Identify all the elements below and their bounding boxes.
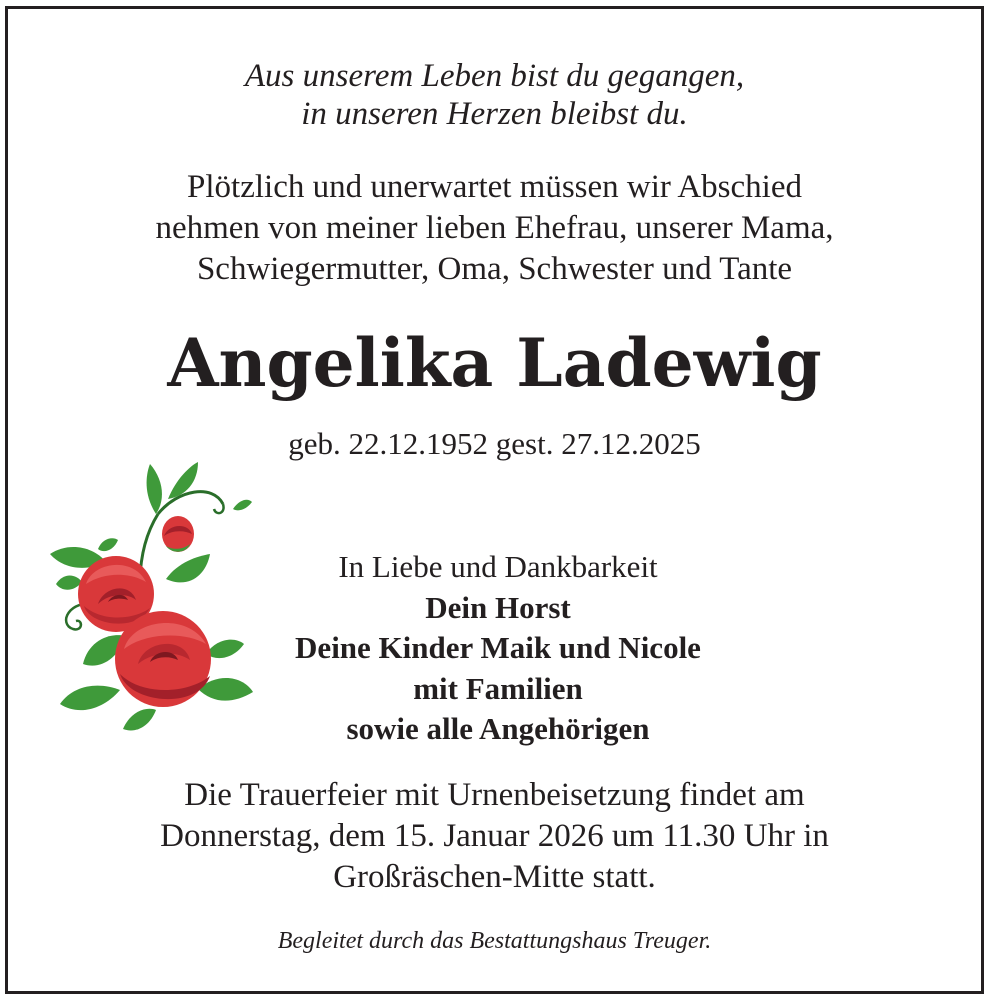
mourner-name: Deine Kinder Maik und Nicole <box>295 630 701 665</box>
service-line-3: Großräschen-Mitte statt. <box>333 859 656 895</box>
intro-line-3: Schwiegermutter, Oma, Schwester und Tante <box>196 251 793 287</box>
intro-line-2: nehmen von meiner lieben Ehefrau, unserer Mama, <box>155 210 834 246</box>
funeral-home-credit: Begleitet durch das Bestattungshaus Treuger. <box>277 928 712 954</box>
mourners-intro: In Liebe und Dankbarkeit <box>338 549 658 584</box>
obituary-notice <box>5 6 984 994</box>
mourner-name: mit Familien <box>413 670 583 706</box>
roses-icon <box>38 454 258 749</box>
life-dates: geb. 22.12.1952 gest. 27.12.2025 <box>288 426 701 461</box>
verse-line-2: in unseren Herzen bleibst du. <box>301 96 688 132</box>
mourner-name: sowie alle Angehörigen <box>346 711 650 746</box>
mourner-name: Dein Horst <box>425 589 571 625</box>
verse-line-1: Aus unserem Leben bist du gegangen, <box>244 58 745 94</box>
deceased-name: Angelika Ladewig <box>167 324 822 402</box>
service-line-1: Die Trauerfeier mit Urnenbeisetzung findet am <box>184 777 805 813</box>
intro-line-1: Plötzlich und unerwartet müssen wir Abschied <box>187 169 802 205</box>
mourners-block <box>248 547 748 750</box>
service-line-2: Donnerstag, dem 15. Januar 2026 um 11.30 Uhr in <box>160 818 829 854</box>
